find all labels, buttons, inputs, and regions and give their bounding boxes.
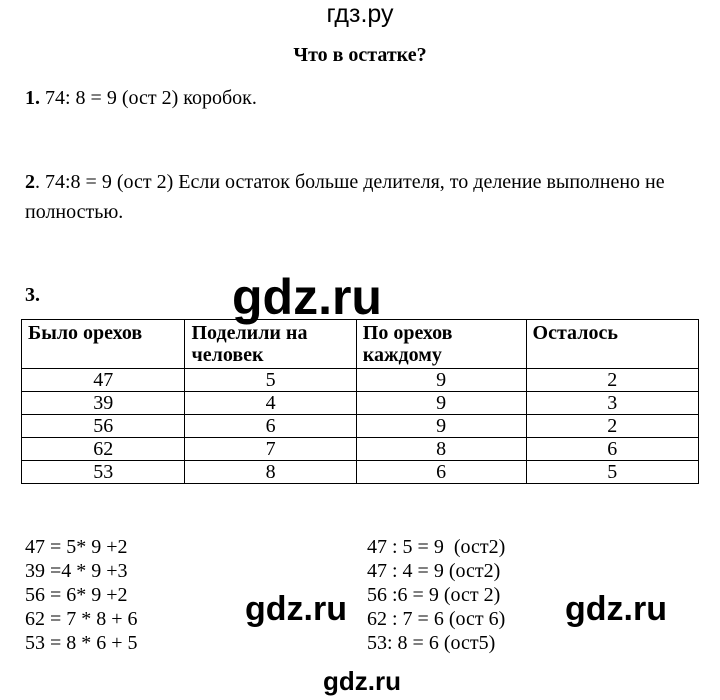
task-3-number: 3. bbox=[25, 284, 40, 306]
table-header-cell: По орехов каждому bbox=[356, 320, 526, 369]
table-row bbox=[22, 369, 699, 392]
calc-line: 62 = 7 * 8 + 6 bbox=[25, 608, 138, 630]
table-cell: 4 bbox=[185, 392, 356, 415]
site-header: гдз.ру bbox=[326, 0, 394, 28]
task-2-number: 2 bbox=[25, 171, 35, 193]
page-title: Что в остатке? bbox=[293, 44, 427, 66]
task-1 bbox=[25, 83, 257, 113]
table-cell: 5 bbox=[185, 369, 356, 392]
table-row bbox=[22, 415, 699, 438]
calc-line: 47 : 5 = 9 (ост2) bbox=[367, 536, 506, 558]
table-cell: 47 bbox=[22, 369, 185, 392]
table-cell: 6 bbox=[185, 415, 356, 438]
table-cell: 6 bbox=[526, 438, 698, 461]
calc-line: 39 =4 * 9 +3 bbox=[25, 560, 128, 582]
task-1-text: 74: 8 = 9 (ост 2) коробок. bbox=[45, 87, 257, 109]
calc-line: 62 : 7 = 6 (ост 6) bbox=[367, 608, 506, 630]
table-cell: 2 bbox=[526, 415, 698, 438]
watermark-bottom: gdz.ru bbox=[323, 666, 401, 696]
calc-line: 56 :6 = 9 (ост 2) bbox=[367, 584, 501, 606]
task-1-number: 1. bbox=[25, 87, 40, 109]
table-cell: 62 bbox=[22, 438, 185, 461]
calc-line: 53 = 8 * 6 + 5 bbox=[25, 632, 138, 654]
table-cell: 39 bbox=[22, 392, 185, 415]
table-cell: 6 bbox=[356, 461, 526, 484]
table-header-cell: Было орехов bbox=[22, 320, 185, 369]
nuts-table bbox=[21, 319, 699, 484]
table-row bbox=[22, 438, 699, 461]
table-cell: 2 bbox=[526, 369, 698, 392]
table-cell: 8 bbox=[185, 461, 356, 484]
table-cell: 9 bbox=[356, 415, 526, 438]
table-row bbox=[22, 461, 699, 484]
table-row bbox=[22, 392, 699, 415]
calc-line: 47 = 5* 9 +2 bbox=[25, 536, 128, 558]
task-3 bbox=[25, 280, 40, 310]
calculations-right bbox=[367, 535, 505, 655]
table-cell: 9 bbox=[356, 369, 526, 392]
table-cell: 3 bbox=[526, 392, 698, 415]
calc-line: 53: 8 = 6 (ост5) bbox=[367, 632, 496, 654]
watermark-main: gdz.ru bbox=[232, 269, 382, 325]
table-header-cell: Поделили на человек bbox=[185, 320, 356, 369]
watermark-right: gdz.ru bbox=[565, 590, 667, 628]
calculations-left bbox=[25, 535, 138, 655]
table-cell: 5 bbox=[526, 461, 698, 484]
task-2 bbox=[25, 167, 695, 227]
table-cell: 53 bbox=[22, 461, 185, 484]
watermark-left: gdz.ru bbox=[245, 590, 347, 628]
table-cell: 56 bbox=[22, 415, 185, 438]
task-2-text: . 74:8 = 9 (ост 2) Если остаток больше делителя, то деление выполнено не полностью. bbox=[25, 171, 665, 223]
table-cell: 9 bbox=[356, 392, 526, 415]
table-header-cell: Осталось bbox=[526, 320, 698, 369]
table-header-row bbox=[22, 320, 699, 369]
calc-line: 47 : 4 = 9 (ост2) bbox=[367, 560, 501, 582]
calc-line: 56 = 6* 9 +2 bbox=[25, 584, 128, 606]
table-cell: 8 bbox=[356, 438, 526, 461]
table-cell: 7 bbox=[185, 438, 356, 461]
